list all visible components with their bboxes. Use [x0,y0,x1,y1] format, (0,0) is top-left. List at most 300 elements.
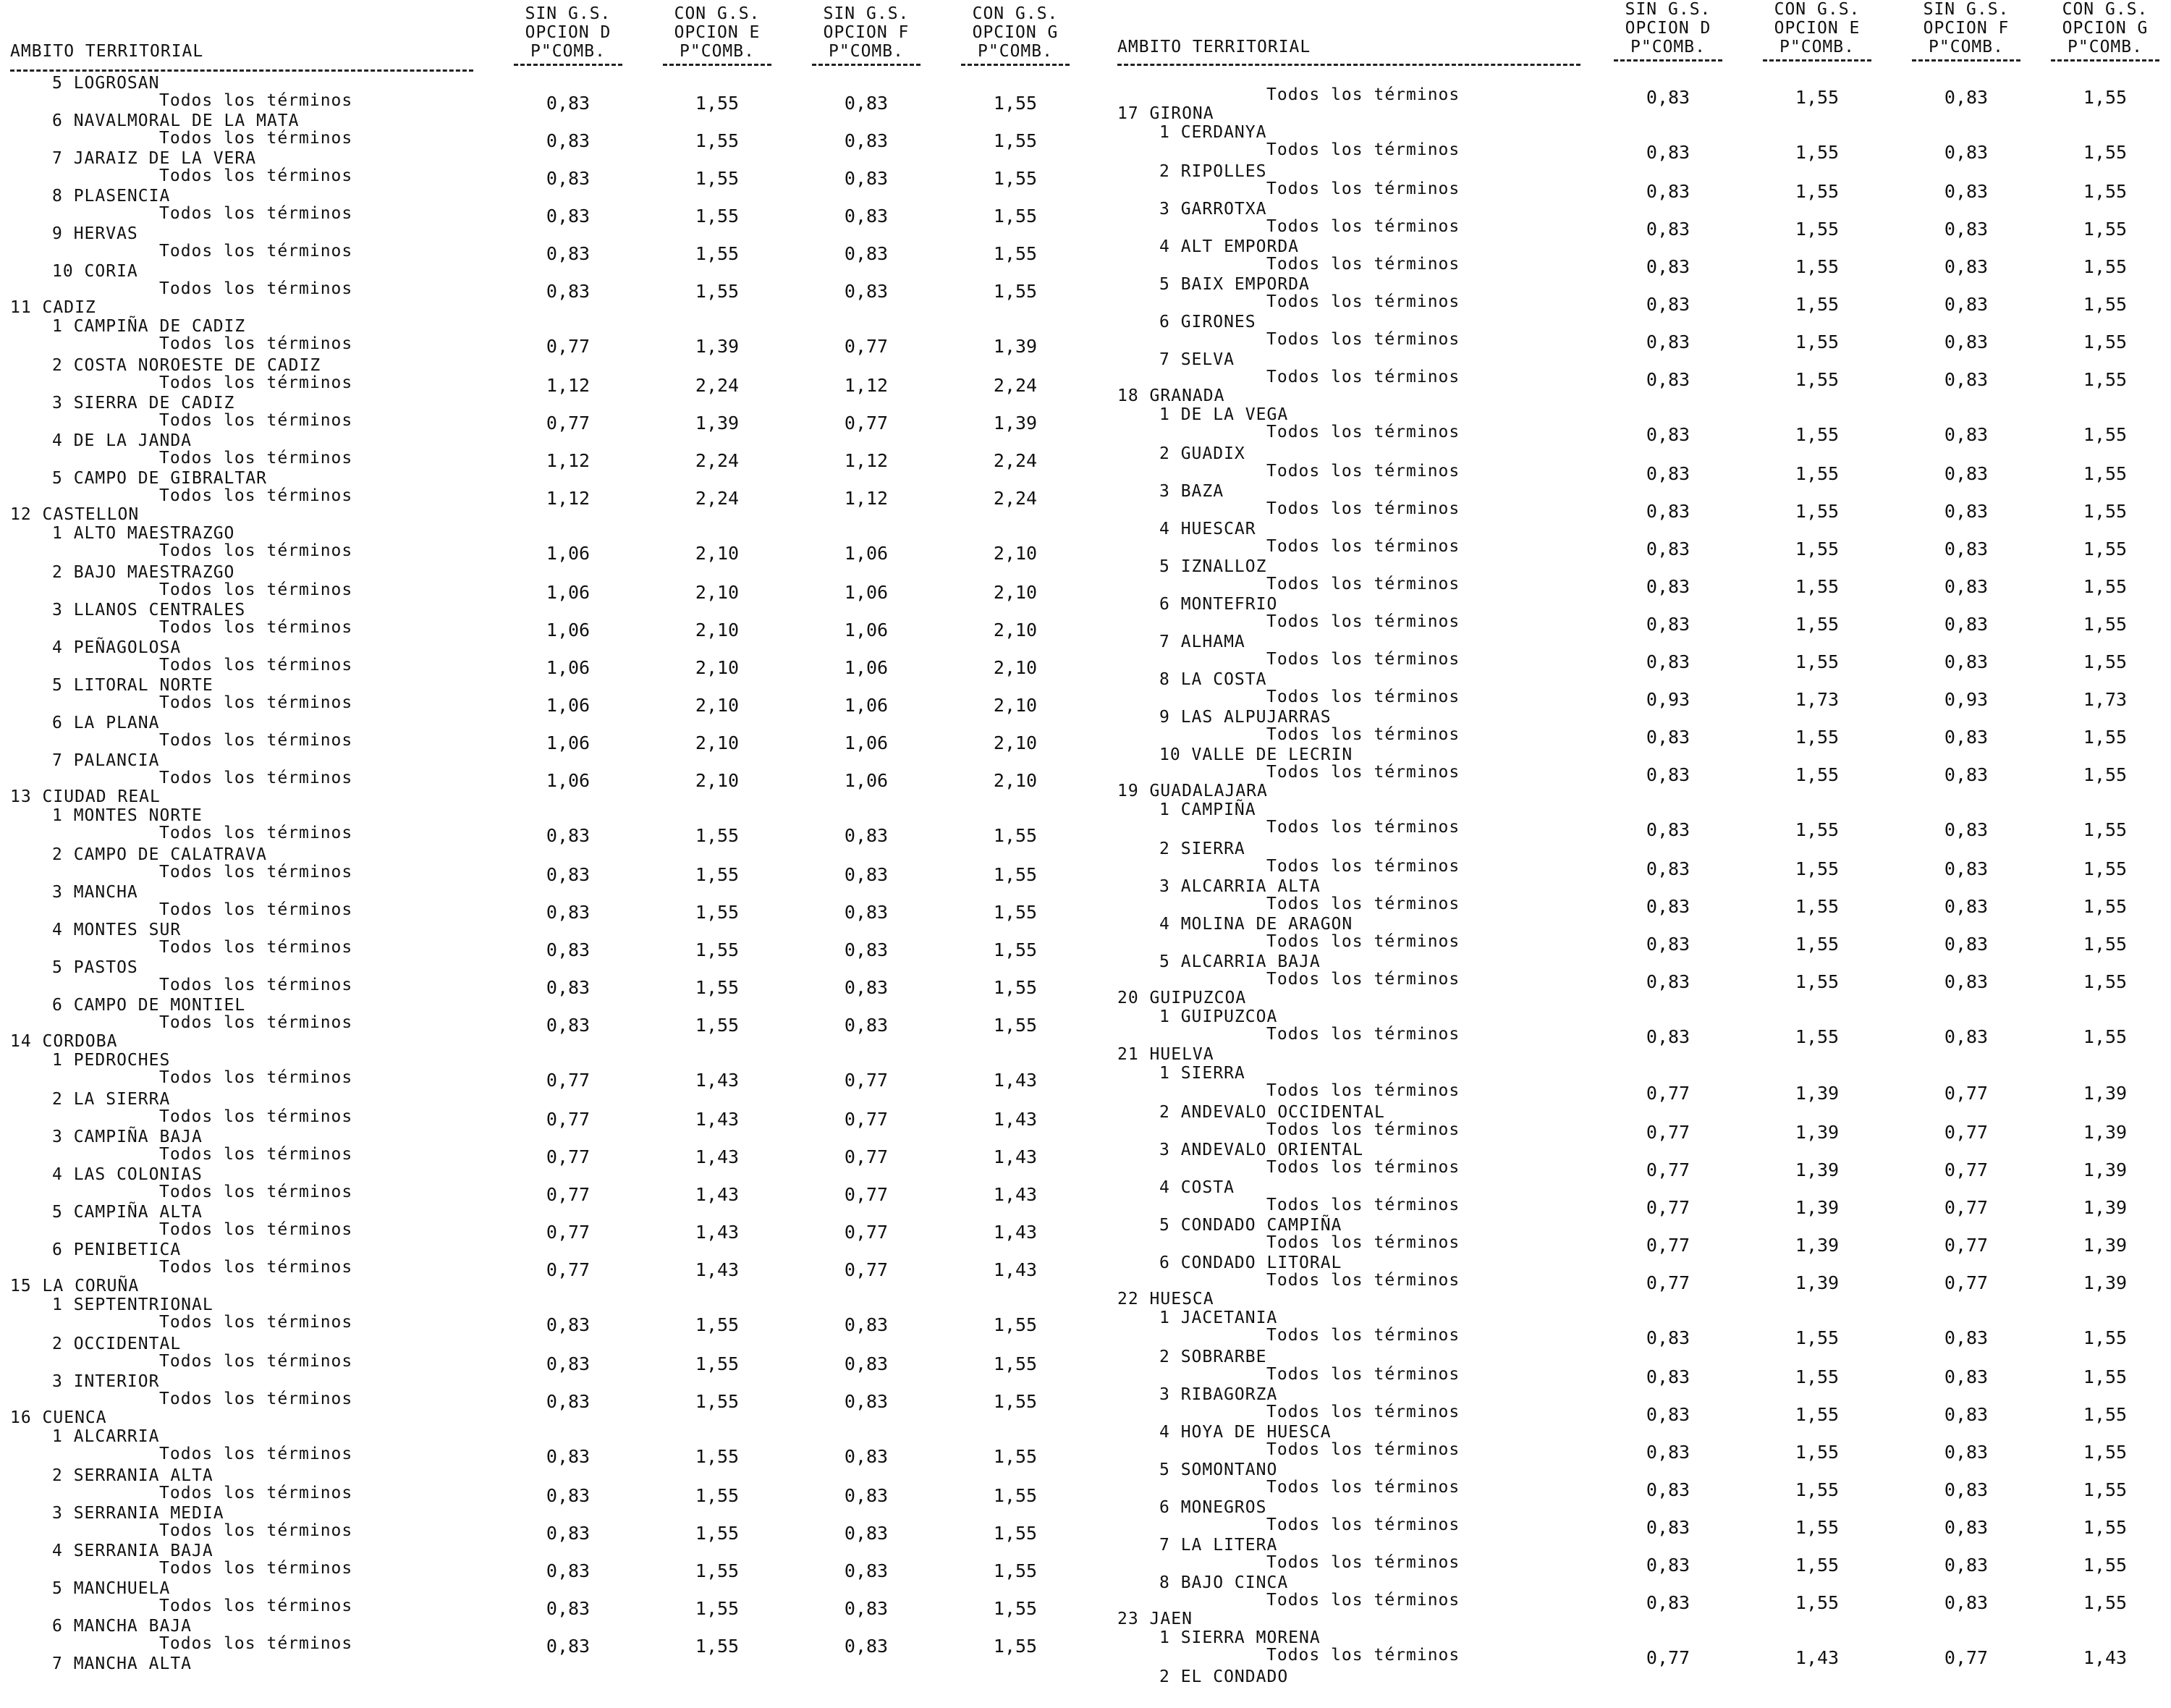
rate-value: 0,77 [546,1109,591,1130]
rate-value: 1,55 [2083,424,2128,445]
rate-value: 1,55 [2083,1366,2128,1387]
terms-label: Todos los términos [1266,1326,1460,1345]
comarca-name: 10 CORIA [52,262,138,281]
rate-value: 0,83 [1944,819,1989,840]
rate-value: 0,83 [1646,1555,1690,1576]
table-row [1107,1290,2171,1350]
rate-value: 0,83 [1944,294,1989,315]
terms-label: Todos los términos [1266,1196,1460,1214]
terms-label: Todos los términos [159,1258,353,1277]
rate-value: 0,77 [844,1070,889,1091]
comarca-name: 5 BAIX EMPORDA [1159,275,1310,294]
comarca-name: 1 CERDANYA [1159,123,1267,142]
rate-value: 2,10 [695,543,740,564]
comarca-name: 5 LITORAL NORTE [52,676,213,695]
comarca-name: 3 ALCARRIA ALTA [1159,877,1321,896]
rate-value: 0,83 [844,825,889,846]
rate-value: 0,83 [546,206,591,227]
rate-value: 0,83 [1944,1479,1989,1500]
rate-value: 0,83 [1646,369,1690,390]
rate-value: 2,24 [695,375,740,396]
terms-label: Todos los términos [1266,575,1460,593]
table-row [0,1504,1071,1544]
table-row [1107,952,2171,993]
rate-value: 0,83 [546,1015,591,1036]
table-row [1107,842,2171,880]
rate-value: 1,06 [844,620,889,640]
table-row [0,787,1071,848]
comarca-name: 9 LAS ALPUJARRAS [1159,708,1332,727]
table-row [0,1617,1071,1657]
rate-value: 1,55 [1795,576,1840,597]
comarca-name: 4 MOLINA DE ARAGON [1159,915,1353,934]
table-row [0,469,1071,510]
rate-value: 0,83 [1944,181,1989,202]
terms-label: Todos los términos [1266,1120,1460,1139]
rate-value: 1,55 [695,939,740,960]
rate-value: 0,83 [1944,576,1989,597]
rate-value: 1,73 [1795,689,1840,710]
rate-value: 1,55 [1795,614,1840,635]
rate-value: 1,55 [1795,463,1840,484]
rate-value: 0,83 [844,1391,889,1412]
terms-label: Todos los términos [159,1559,353,1578]
rate-value: 1,55 [993,1485,1038,1506]
table-row [1107,595,2171,635]
rate-value: 0,83 [1646,651,1690,672]
col-head-line: CON G.S. [2062,0,2149,19]
comarca-name: 2 GUADIX [1159,444,1245,463]
province-name: 13 CIUDAD REAL [10,787,161,806]
table-row [1107,275,2171,316]
terms-label: Todos los términos [159,1013,353,1032]
table-row [0,716,1071,754]
rate-value: 2,24 [993,375,1038,396]
terms-label: Todos los términos [159,938,353,957]
rate-value: 1,55 [2083,576,2128,597]
comarca-name: 8 PLASENCIA [52,187,171,206]
table-row [1107,350,2171,391]
rate-value: 1,55 [1795,1404,1840,1425]
rate-value: 1,55 [1795,1327,1840,1348]
rate-value: 0,77 [1646,1159,1690,1180]
comarca-name: 3 GARROTXA [1159,200,1267,219]
rate-value: 0,83 [1944,424,1989,445]
comarca-name: 5 MANCHUELA [52,1579,171,1598]
rate-value: 1,55 [993,1314,1038,1335]
rate-value: 1,55 [695,1485,740,1506]
rate-value: 0,83 [844,281,889,302]
comarca-name: 1 CAMPIÑA DE CADIZ [52,317,246,336]
col-head-line: OPCION F [823,23,910,42]
table-row [0,1337,1071,1375]
ambito-heading: AMBITO TERRITORIAL [10,42,204,61]
comarca-name: 7 LA LITERA [1159,1536,1278,1555]
table-row [0,298,1071,359]
rate-value: 0,83 [844,1636,889,1657]
row-list [0,74,1071,1695]
rate-value: 0,83 [1944,1404,1989,1425]
rate-value: 1,55 [695,1523,740,1544]
rate-value: 1,55 [2083,463,2128,484]
rate-value: 1,55 [993,864,1038,885]
table-header [1107,0,2171,72]
rate-value: 1,43 [695,1109,740,1130]
terms-label: Todos los términos [159,693,353,712]
rate-value: 1,55 [695,902,740,923]
rate-value: 1,43 [695,1184,740,1205]
table-row [1107,520,2171,560]
terms-label: Todos los términos [159,1313,353,1332]
table-row [0,1466,1071,1507]
table-row [1107,1350,2171,1388]
rate-value: 0,77 [1944,1083,1989,1104]
rate-value: 0,83 [844,1314,889,1335]
col-head-line: P"COMB. [530,42,606,61]
comarca-name: 1 MONTES NORTE [52,806,203,825]
rate-value: 0,83 [1944,1026,1989,1047]
rate-value: 0,83 [1646,1327,1690,1348]
rate-value: 1,55 [993,1636,1038,1657]
col-head-e [656,4,779,66]
rate-value: 1,55 [2083,1555,2128,1576]
divider [1912,59,2020,62]
rate-value: 1,55 [993,168,1038,189]
comarca-name: 6 LA PLANA [52,714,160,732]
comarca-name: 8 LA COSTA [1159,670,1267,689]
terms-label: Todos los términos [159,1634,353,1653]
col-head-line: OPCION D [1625,19,1711,38]
comarca-name: 9 HERVAS [52,224,138,243]
rate-value: 2,10 [993,543,1038,564]
table-row [1107,635,2171,673]
terms-label: Todos los términos [1266,499,1460,518]
rate-value: 0,83 [1646,1442,1690,1463]
rate-value: 1,43 [993,1222,1038,1243]
comarca-name: 2 BAJO MAESTRAZGO [52,563,235,582]
comarca-name: 4 LAS COLONIAS [52,1165,203,1184]
comarca-name: 6 MANCHA BAJA [52,1617,192,1636]
rate-value: 0,83 [844,206,889,227]
table-row [1107,162,2171,203]
table-row [1107,782,2171,842]
rate-value: 1,06 [546,657,591,678]
rate-value: 1,55 [2083,142,2128,163]
terms-label: Todos los términos [1266,368,1460,386]
rate-value: 1,55 [2083,87,2128,108]
rate-value: 1,55 [1795,538,1840,559]
terms-label: Todos los términos [1266,179,1460,198]
comarca-name: 2 RIPOLLES [1159,162,1267,181]
terms-label: Todos los términos [159,1484,353,1502]
province-name: 16 CUENCA [10,1408,107,1427]
rate-value: 1,55 [1795,219,1840,240]
table-row [0,923,1071,961]
comarca-name: 2 COSTA NOROESTE DE CADIZ [52,356,321,375]
table-row [0,1203,1071,1243]
comarca-name: 4 HOYA DE HUESCA [1159,1423,1332,1442]
rate-value: 0,83 [1646,181,1690,202]
rate-value: 1,55 [2083,614,2128,635]
rate-value: 1,55 [695,1314,740,1335]
rate-value: 1,55 [2083,1026,2128,1047]
rate-value: 1,12 [844,375,889,396]
province-name: 14 CORDOBA [10,1032,118,1051]
rate-value: 1,55 [2083,369,2128,390]
rate-value: 1,55 [2083,1442,2128,1463]
rate-value: 1,55 [1795,934,1840,955]
rate-value: 2,24 [695,450,740,471]
rate-value: 1,55 [1795,896,1840,917]
rate-value: 0,83 [1646,87,1690,108]
rate-value: 0,83 [1944,971,1989,992]
col-head-line: P"COMB. [2068,38,2143,56]
terms-label: Todos los términos [159,166,353,185]
comarca-name: 1 CAMPIÑA [1159,800,1256,819]
col-head-f [1905,0,2028,62]
rate-value: 1,55 [1795,727,1840,748]
rate-value: 1,55 [695,206,740,227]
comarca-name: 6 MONEGROS [1159,1498,1267,1517]
table-row [1107,104,2171,165]
table-row [1107,386,2171,447]
rate-value: 1,06 [546,582,591,603]
rate-value: 0,83 [546,825,591,846]
rate-value: 1,55 [993,93,1038,114]
rate-value: 1,43 [695,1259,740,1280]
terms-label: Todos los términos [1266,1233,1460,1252]
rate-value: 1,55 [2083,764,2128,785]
rate-value: 0,83 [1944,369,1989,390]
comarca-name: 1 DE LA VEGA [1159,405,1289,424]
comarca-name: 3 INTERIOR [52,1372,160,1391]
rate-value: 2,10 [993,732,1038,753]
rate-value: 0,77 [546,1222,591,1243]
rate-value: 1,39 [1795,1197,1840,1218]
rate-value: 0,83 [844,864,889,885]
rate-value: 0,83 [1944,501,1989,522]
rate-value: 1,06 [844,657,889,678]
terms-label: Todos los términos [1266,895,1460,913]
table-row [1107,313,2171,353]
comarca-name: 7 PALANCIA [52,751,160,770]
col-head-line: SIN G.S. [1923,0,2010,19]
rate-value: 0,77 [1944,1235,1989,1256]
rate-value: 0,83 [1944,1442,1989,1463]
rate-value: 1,55 [993,130,1038,151]
table-row [0,1130,1071,1168]
rate-value: 0,83 [1646,331,1690,352]
rate-value: 1,55 [2083,219,2128,240]
rate-value: 1,55 [993,902,1038,923]
rate-value: 1,55 [1795,819,1840,840]
rate-value: 1,55 [1795,858,1840,879]
col-head-line: SIN G.S. [823,4,910,23]
rate-value: 1,55 [2083,896,2128,917]
rate-value: 1,55 [695,168,740,189]
terms-label: Todos los términos [1266,932,1460,951]
rate-value: 1,55 [993,977,1038,998]
rate-value: 1,39 [2083,1272,2128,1293]
rate-value: 0,83 [1944,331,1989,352]
terms-label: Todos los términos [159,1107,353,1126]
rate-value: 2,24 [695,488,740,509]
divider [663,64,771,66]
rate-value: 1,39 [2083,1083,2128,1104]
rate-value: 0,77 [1646,1197,1690,1218]
rate-value: 1,55 [695,864,740,885]
rate-value: 1,06 [844,695,889,716]
table-row [1107,877,2171,918]
col-head-line: OPCION D [525,23,611,42]
table-row [0,845,1071,886]
rate-value: 1,43 [695,1070,740,1091]
rate-value: 0,83 [844,1598,889,1619]
col-head-f [805,4,928,66]
rate-value: 1,06 [844,732,889,753]
rate-value: 0,83 [1646,1592,1690,1613]
table-row [1107,1573,2171,1614]
rate-value: 1,12 [546,375,591,396]
rate-value: 1,06 [844,582,889,603]
rate-value: 2,10 [993,582,1038,603]
divider [812,64,921,66]
table-row [1107,71,2171,109]
terms-label: Todos los términos [1266,1081,1460,1100]
divider [514,64,622,66]
rate-value: 0,77 [844,1222,889,1243]
comarca-name: 5 SOMONTANO [1159,1460,1278,1479]
rate-value: 0,83 [546,130,591,151]
rate-value: 1,55 [2083,181,2128,202]
rate-value: 2,24 [993,450,1038,471]
province-name: 11 CADIZ [10,298,96,317]
terms-label: Todos los términos [1266,688,1460,706]
comarca-name: 1 SIERRA [1159,1064,1245,1083]
rate-value: 0,83 [546,1353,591,1374]
terms-label: Todos los términos [159,1352,353,1371]
rate-value: 0,77 [1944,1647,1989,1668]
table-row [1107,1045,2171,1106]
col-head-line: P"COMB. [1779,38,1855,56]
rate-value: 2,10 [993,770,1038,791]
table-row [1107,1143,2171,1181]
rate-value: 0,83 [1646,538,1690,559]
rate-value: 1,55 [1795,1555,1840,1576]
rate-value: 2,10 [695,732,740,753]
rate-value: 0,83 [1944,1517,1989,1538]
terms-label: Todos los términos [159,91,353,110]
rate-value: 0,77 [546,1259,591,1280]
rate-value: 0,77 [1646,1235,1690,1256]
table-header [0,0,1071,72]
terms-label: Todos los términos [159,1145,353,1164]
comarca-name: 7 MANCHA ALTA [52,1654,192,1673]
divider [1117,64,1580,66]
rate-value: 0,83 [844,168,889,189]
rate-value: 0,83 [844,939,889,960]
comarca-name: 3 ANDEVALO ORIENTAL [1159,1141,1364,1159]
rate-value: 1,55 [993,1015,1038,1036]
rate-value: 0,83 [546,243,591,264]
table-row [1107,1423,2171,1463]
col-head-line: OPCION F [1923,19,2010,38]
rate-value: 1,55 [695,1598,740,1619]
comarca-name: 4 COSTA [1159,1178,1235,1197]
terms-label: Todos los términos [1266,1591,1460,1610]
rate-value: 1,12 [844,488,889,509]
rate-value: 2,10 [695,582,740,603]
rate-value: 0,77 [1944,1272,1989,1293]
rate-value: 1,55 [1795,971,1840,992]
rate-value: 2,10 [695,770,740,791]
rate-value: 1,55 [1795,424,1840,445]
rate-value: 1,55 [695,1560,740,1581]
terms-label: Todos los términos [159,242,353,261]
comarca-name: 2 LA SIERRA [52,1090,171,1109]
terms-label: Todos los términos [159,486,353,505]
rate-value: 0,83 [546,864,591,885]
rate-value: 0,83 [546,1391,591,1412]
rate-value: 0,77 [1944,1159,1989,1180]
rate-value: 0,83 [844,902,889,923]
table-row [0,224,1071,265]
comarca-name: 3 SIERRA DE CADIZ [52,394,235,413]
rate-value: 1,39 [2083,1197,2128,1218]
terms-label: Todos los términos [159,656,353,675]
table-row [0,262,1071,303]
table-row [0,1654,1071,1695]
rate-value: 1,06 [546,695,591,716]
comarca-name: 4 ALT EMPORDA [1159,237,1300,256]
comarca-name: 5 CONDADO CAMPIÑA [1159,1216,1342,1235]
terms-label: Todos los términos [159,1597,353,1615]
rate-value: 0,83 [546,902,591,923]
table-row [0,1579,1071,1620]
terms-label: Todos los términos [159,279,353,298]
rate-value: 1,55 [2083,1327,2128,1348]
col-head-line: CON G.S. [674,4,761,23]
province-name: 22 HUESCA [1117,1290,1214,1309]
rate-value: 0,83 [546,281,591,302]
rate-value: 1,55 [1795,181,1840,202]
rate-value: 1,55 [1795,764,1840,785]
rate-value: 1,12 [546,450,591,471]
rate-value: 1,55 [1795,331,1840,352]
rate-value: 1,43 [695,1146,740,1167]
comarca-name: 3 SERRANIA MEDIA [52,1504,224,1523]
table-row [1107,200,2171,240]
rate-value: 1,39 [695,336,740,357]
rate-value: 0,83 [1646,576,1690,597]
rate-value: 1,55 [1795,369,1840,390]
rate-value: 1,55 [695,281,740,302]
rate-value: 1,06 [844,770,889,791]
terms-label: Todos los términos [1266,1403,1460,1421]
rate-value: 1,12 [844,450,889,471]
rate-value: 0,83 [1944,651,1989,672]
rate-value: 0,83 [1944,727,1989,748]
terms-label: Todos los términos [159,769,353,787]
col-head-line: OPCION G [2062,19,2149,38]
rate-value: 0,83 [1646,1517,1690,1538]
rate-value: 0,83 [1944,142,1989,163]
rate-value: 1,55 [993,206,1038,227]
rate-value: 0,83 [1944,614,1989,635]
terms-label: Todos los términos [1266,612,1460,631]
rate-value: 0,83 [844,977,889,998]
terms-label: Todos los términos [159,411,353,430]
